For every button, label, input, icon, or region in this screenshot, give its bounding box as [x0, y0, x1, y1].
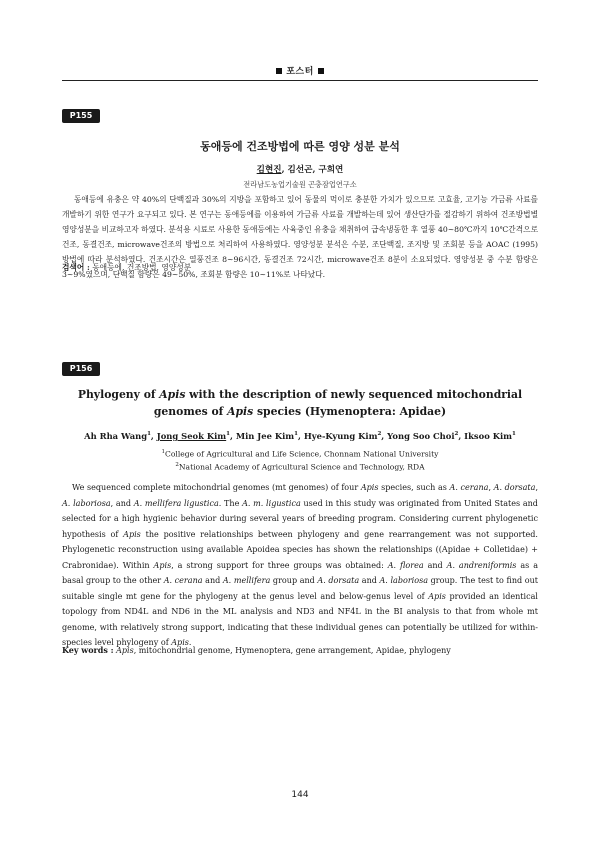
p155-affiliation: 전라남도농업기술원 곤충잠업연구소 [243, 180, 357, 189]
p156-author-sup: 1 [512, 431, 516, 438]
p156-keywords-label: Key words : [62, 645, 114, 655]
header-rule [62, 80, 538, 81]
p156-affiliations [62, 447, 538, 472]
square-bullet-icon [318, 68, 324, 74]
p156-title-part: species (Hymenoptera: Apidae) [253, 405, 447, 418]
p156-abstract [62, 480, 538, 651]
p156-title-part: Phylogeny of [77, 388, 160, 401]
p156-author: Min Jee Kim [235, 431, 295, 441]
section-header [0, 64, 600, 77]
p156-affiliation-2 [62, 460, 538, 473]
p155-coauthors: , 김선곤, 구희연 [281, 165, 344, 175]
section-header-label: 포스터 [286, 67, 314, 77]
p156-author-sup: 1 [294, 431, 298, 438]
p156-author-sup: 1 [226, 431, 230, 438]
p155-title: 동애등에 건조방법에 따른 영양 성분 분석 [200, 140, 400, 153]
page-number: 144 [291, 790, 309, 800]
square-bullet-icon [276, 68, 282, 74]
p155-abstract-text: 동애등에 유충은 약 40%의 단백질과 30%의 지방을 포함하고 있어 동물의 먹이로 충분한 가치가 있으므로 고효율, 고기능 가금류 사료를 개발하기 위한 연구가 요구되고 있다. 본 연구는 동애등에를 이용하여 가금류 사료를 개발하는데 있어 생산단가를 절감하기 위하여 건조방법별 영양성분을 비교하고자 하였다. 분석용 시료로 사용한 동애등에는 사육중인 유충을 채취하여 급속냉동한 후 열풍 40~80℃까지 10℃간격으로 건조, 동결건조, microwave건조의 방법으로 처리하여 사용하였다. 영양성분 분석은 수분, 조단백질, 조지방 및 조회분 등을 AOAC (1995) 방법에 따라 분석하였다. 건조시간은 열풍건조 8~96시간, 동결건조 72시간, microwave건조 8분이 소요되었다. 영양성분 중 수분 함량은 3~9%였으며, 단백질 함량은 49~50%, 조회분 함량은 10~11%로 나타났다. [62, 195, 538, 279]
p155-keywords-label: 검색어 : [62, 263, 90, 272]
p156-authors: Ah Rha Wang$^1$, Jong Seok Kim$^1$, Min Jee Kim$^1$, Hye-Kyung Kim$^2$, Yong Soo Choi$^2$, Iksoo Kim$^1$ [84, 431, 516, 441]
poster-badge-p156: P156 [62, 362, 100, 376]
p156-affil-text: National Academy of Agricultural Science and Technology, RDA [178, 462, 425, 472]
p156-affiliation-1 [62, 447, 538, 460]
p156-author: Ah Rha Wang [84, 431, 148, 441]
p156-author: Yong Soo Choi [387, 431, 455, 441]
p156-author: Iksoo Kim [464, 431, 513, 441]
p155-keywords-text: 동애등에, 건조방법, 영양성분 [92, 263, 192, 272]
p156-title-genus: Apis [159, 388, 186, 401]
p156-presenting-author: Jong Seok Kim [156, 431, 227, 441]
poster-badge-p155: P155 [62, 109, 100, 123]
p155-authors [62, 163, 538, 175]
p155-keywords [62, 260, 538, 275]
p156-author-sup: 2 [377, 431, 382, 438]
p155-presenting-author: 김현진 [256, 165, 282, 175]
p156-affil-sup: 1 [161, 449, 166, 455]
p156-author: Hye-Kyung Kim [303, 431, 378, 441]
p156-author-sup: 2 [454, 431, 459, 438]
p156-affil-sup: 2 [175, 461, 179, 468]
p156-affil-text: College of Agricultural and Life Science, Chonnam National University [165, 449, 439, 459]
p156-author-sup: 1 [147, 431, 151, 438]
p156-title-part: with the description of newly sequenced mitochondrial genomes of [153, 388, 523, 418]
p156-title [72, 386, 528, 420]
p156-abstract-text: We sequenced complete mitochondrial genomes (mt genomes) of four Apis species, such as A. cerana, A. dorsata, A. laboriosa, and A. mellifera ligustica. The A. m. ligustica used in this study was originated from United States and selected for a high hygienic behavior during several years of breeding program. Considering current phylogenetic hypothesis of Apis the positive relationships between phylogeny and gene rearrangement was not supported. Phylogenetic reconstruction using available Apoidea species has shown the relationships ((Apidae + Colletidae) + Crabronidae). Within Apis, a strong support for three groups was obtained: A. florea and A. andreniformis as a basal group to the other A. cerana and A. mellifera group and A. dorsata and A. laboriosa group. The test to find out suitable single mt gene for the phylogeny at the genus level and below-genus level of Apis provided an identical topology from ND4L and ND6 in the ML analysis and ND3 and NF4L in the BI analysis to that from whole mt genome, with relatively strong support, indicating that these individual genes can potentially be utilized for within-species level phylogeny of Apis. [62, 483, 539, 647]
p156-keywords-text: , mitochondrial genome, Hymenoptera, gene arrangement, Apidae, phylogeny [133, 646, 451, 655]
p156-keywords-genus: Apis [116, 646, 134, 655]
p156-keywords [62, 643, 538, 658]
p156-title-genus: Apis [227, 405, 254, 418]
